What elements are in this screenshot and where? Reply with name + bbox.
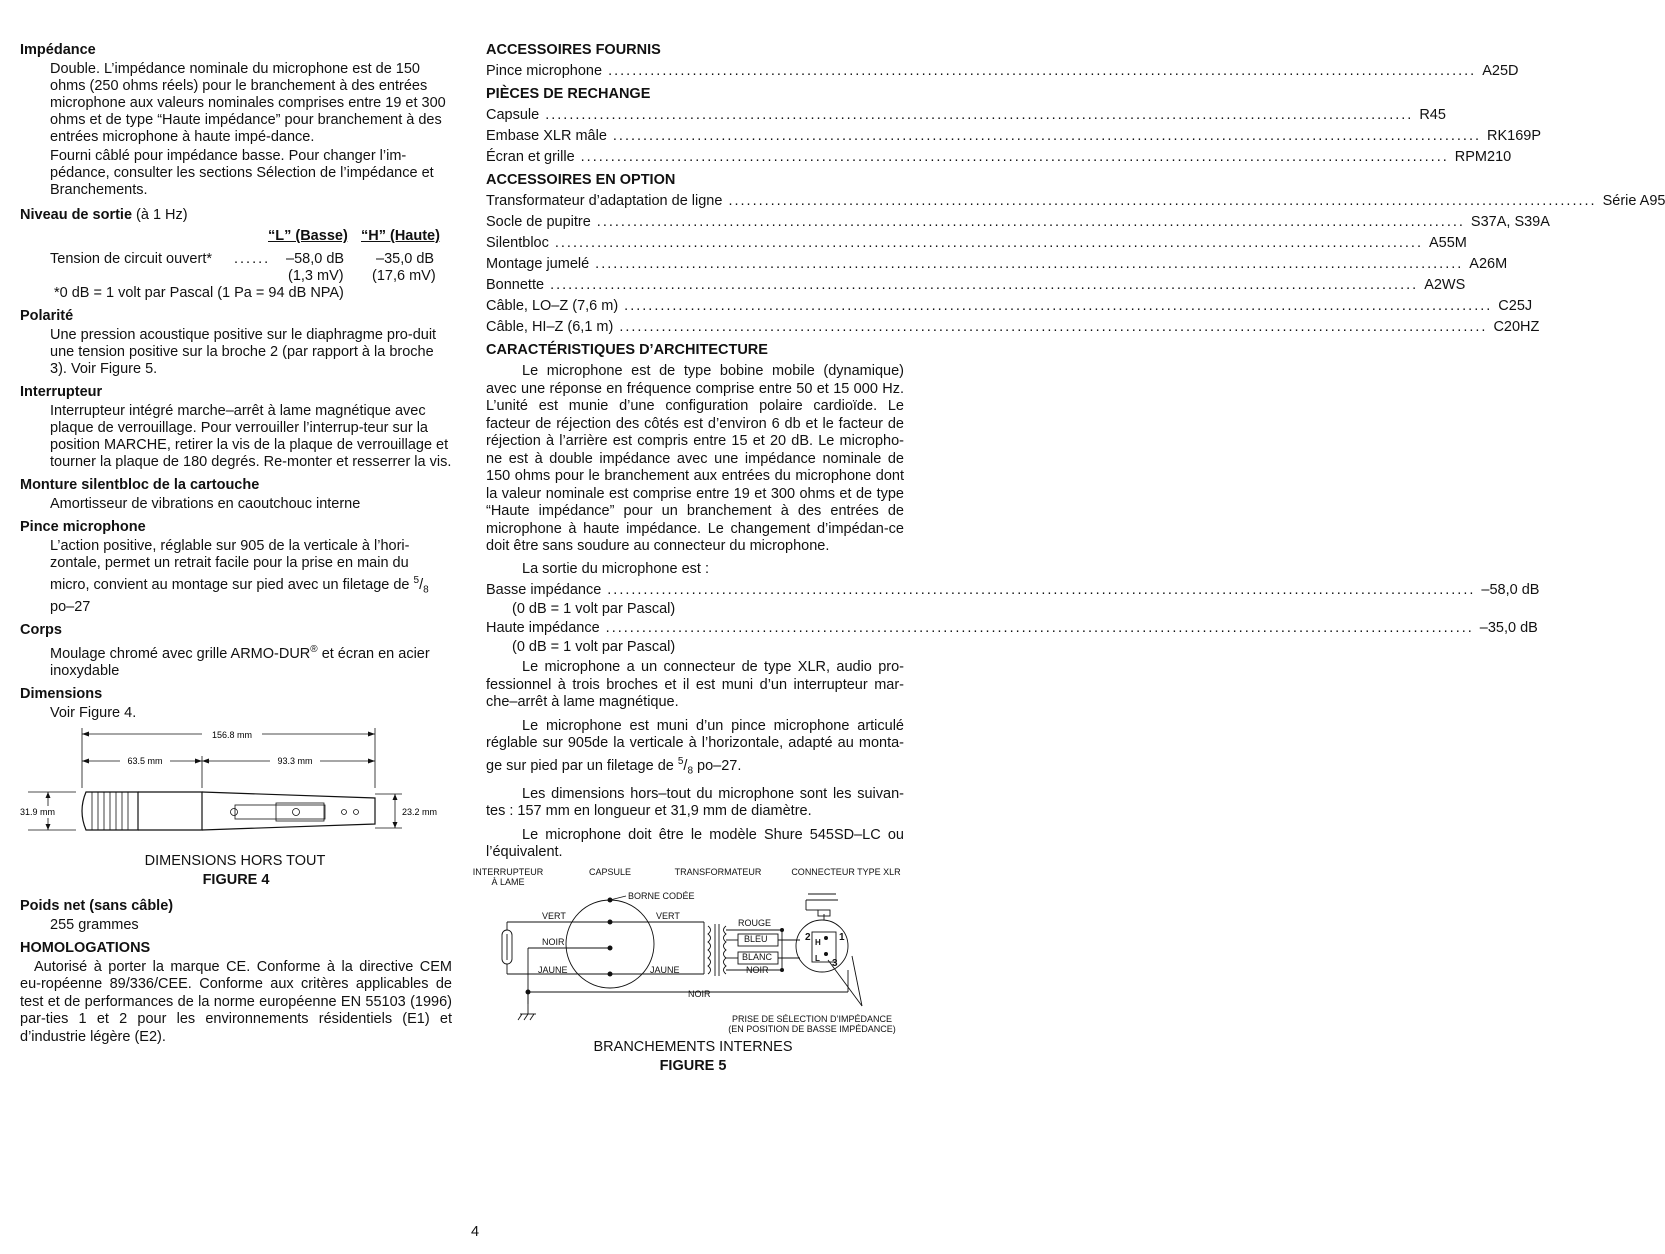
high-impedance-row: Haute impédance ..... –35,0 dB [486, 618, 904, 639]
dimensions-text: Voir Figure 4. [50, 704, 137, 721]
impedance-paragraph-2: Fourni câblé pour impédance basse. Pour changer l’im-pédance, consulter les sections Sélection de l’impédance et Branchements. [50, 148, 434, 198]
body-heading: Corps [20, 621, 62, 638]
spares-item: Capsule ..... R45 [486, 105, 904, 126]
optional-item: Bonnette ..... A2WS [486, 275, 904, 296]
fig5-vert-2: VERT [656, 910, 680, 921]
figure-5-label: FIGURE 5 [659, 1057, 727, 1074]
fig5-selector-label-2: (EN POSITION DE BASSE IMPÉDANCE) [728, 1023, 896, 1034]
architecture-paragraph-4: Le microphone est muni d’un pince microphone articulé réglable sur 905de la verticale à l’horizontale, adapté au monta-ge sur pied par un filetage de $^5/_8$ po–27. [486, 717, 904, 777]
fig4-diameter: 31.9 mm [20, 806, 56, 817]
fig5-pin-2: 2 [805, 931, 811, 943]
fig5-h-label: H [815, 937, 821, 947]
fig5-bleu: BLEU [744, 933, 768, 944]
fig5-selector-label-1: PRISE DE SÉLECTION D’IMPÉDANCE [731, 1013, 893, 1024]
output-level-table [20, 226, 452, 302]
high-db-value: –35,0 dB [376, 251, 435, 267]
polarity-text: Une pression acoustique positive sur le diaphragme pro-duit une tension positive sur la broche 2 (par rapport à la broche 3). Voir Figure 5. [50, 327, 437, 377]
fig5-vert-1: VERT [542, 910, 566, 921]
fig5-pin-1: 1 [839, 931, 845, 943]
page-number: 4 [470, 1224, 480, 1240]
supplied-item: Pince microphone ..... A25D [486, 61, 904, 82]
figure-4-label: FIGURE 4 [202, 871, 270, 888]
fig5-jaune-1: JAUNE [538, 964, 568, 975]
mount-heading: Monture silentbloc de la cartouche [20, 477, 260, 493]
figure-5-wiring-diagram [472, 866, 912, 1038]
optional-item: Transformateur d’adaptation de ligne ..... Série A95 [486, 191, 904, 212]
fig5-noir-1: NOIR [542, 936, 565, 947]
col-low-header: “L” (Basse) [268, 228, 348, 244]
optional-item: Socle de pupitre ..... S37A, S39A [486, 212, 904, 233]
open-circuit-dots: ...... [234, 251, 271, 267]
fig5-rouge: ROUGE [738, 917, 772, 928]
optional-item: Silentbloc ..... A55M [486, 233, 904, 254]
fig5-xlr-label: CONNECTEUR TYPE XLR [791, 866, 901, 877]
high-mv-value: (17,6 mV) [372, 268, 436, 284]
impedance-paragraph-1: Double. L’impédance nominale du microphone est de 150 ohms (250 ohms réels) pour le branchement à des entrées microphone aux valeurs nominales comprises entre 19 et 300 ohms et de type “Haute impédance” pour branchement à des entrées microphone à haute impé-dance. [50, 61, 446, 145]
body-text: Moulage chromé avec grille ARMO-DUR® et écran en acier inoxydable [50, 643, 430, 679]
architecture-paragraph-3: Le microphone a un connecteur de type XLR, audio pro-fessionnel à trois broches et il est muni d’un interrupteur mar-che–arrêt à lame magnétique. [486, 659, 904, 710]
fig4-head-length: 63.5 mm [127, 755, 163, 766]
fig5-noir-2: NOIR [746, 964, 769, 975]
figure-4-drawing [20, 726, 452, 846]
low-db-value: –58,0 dB [286, 251, 345, 267]
fig4-total-length: 156.8 mm [211, 729, 253, 740]
fig5-jaune-2: JAUNE [650, 964, 680, 975]
architecture-paragraph-5: Les dimensions hors–tout du microphone sont les suivan-tes : 157 mm en longueur et 31,9 mm de diamètre. [486, 785, 904, 820]
polarity-heading: Polarité [20, 308, 74, 324]
low-impedance-note: (0 dB = 1 volt par Pascal) [512, 601, 676, 617]
output-note: *0 dB = 1 volt par Pascal (1 Pa = 94 dB NPA) [54, 285, 344, 301]
optional-heading: ACCESSOIRES EN OPTION [486, 172, 676, 188]
clip-heading: Pince microphone [20, 519, 146, 535]
fig5-capsule-label: CAPSULE [588, 866, 632, 877]
low-impedance-row: Basse impédance ..... –58,0 dB [486, 580, 904, 601]
architecture-heading: CARACTÉRISTIQUES D’ARCHITECTURE [486, 342, 768, 358]
spares-item: Embase XLR mâle ..... RK169P [486, 126, 904, 147]
architecture-paragraph-2: La sortie du microphone est : [522, 560, 709, 577]
fig5-borne-label: BORNE CODÉE [628, 890, 695, 901]
optional-item: Montage jumelé ..... A26M [486, 254, 904, 275]
architecture-paragraph-1: Le microphone est de type bobine mobile (dynamique) avec une réponse en fréquence comprise entre 50 et 15 000 Hz. L’unité est munie d’une configuration polaire cardioïde. Le facteur de réjection des côtés est d’environ 6 db et le facteur de réjection à l’arrière est compris entre 15 et 20 dB. Le micropho-ne est à double impédance avec une impédance nominale de 150 ohms pour le branchement aux entrées du microphone dont la valeur nominale est comprise entre 19 et 300 ohms et de type “Haute impédance” pour un branchement à des entrées de microphone à haute impédance. Le changement d’impédan-ce doit être sans soudure au connecteur du microphone. [486, 363, 904, 554]
fig5-switch-label-1: INTERRUPTEUR [472, 866, 544, 877]
low-mv-value: (1,3 mV) [288, 268, 344, 284]
dimensions-heading: Dimensions [20, 685, 103, 702]
switch-heading: Interrupteur [20, 384, 103, 400]
architecture-paragraph-6: Le microphone doit être le modèle Shure 545SD–LC ou l’équivalent. [486, 826, 904, 861]
approvals-heading: HOMOLOGATIONS [20, 939, 151, 956]
fig5-switch-label-2: À LAME [491, 876, 525, 887]
col-high-header: “H” (Haute) [361, 228, 440, 244]
fig5-blanc: BLANC [742, 951, 773, 962]
spares-item: Écran et grille ..... RPM210 [486, 147, 904, 168]
figure-4-caption: DIMENSIONS HORS TOUT [144, 852, 326, 869]
fig4-handle-length: 93.3 mm [277, 755, 313, 766]
fig5-noir-3: NOIR [688, 988, 711, 999]
fig5-l-label: L [815, 953, 820, 963]
output-level-heading: Niveau de sortie (à 1 Hz) [20, 207, 188, 223]
optional-item: Câble, LO–Z (7,6 m) ..... C25J [486, 296, 904, 317]
mount-text: Amortisseur de vibrations en caoutchouc interne [50, 496, 361, 512]
supplied-heading: ACCESSOIRES FOURNIS [486, 42, 661, 58]
figure-5-caption: BRANCHEMENTS INTERNES [593, 1038, 793, 1055]
switch-text: Interrupteur intégré marche–arrêt à lame magnétique avec plaque de verrouillage. Pour verrouiller l’interrup-teur sur la position MARCHE, retirer la vis de la plaque de verrouillage et tourner la plaque de 180 degrés. Re-monter et resserrer la vis. [50, 403, 452, 470]
optional-item: Câble, HI–Z (6,1 m) ..... C20HZ [486, 317, 904, 338]
approvals-text: Autorisé à porter la marque CE. Conforme à la directive CEM eu-ropéenne 89/336/CEE. Conforme aux critères applicables de test et de performances de la norme européenne EN 55103 (1996) par-ties 1 et 2 pour les environnements résidentiels (E1) et d’industrie légère (E2). [20, 958, 452, 1045]
high-impedance-note: (0 dB = 1 volt par Pascal) [512, 639, 676, 655]
weight-heading: Poids net (sans câble) [20, 897, 174, 914]
right-column [472, 38, 1665, 1076]
open-circuit-label: Tension de circuit ouvert* [50, 251, 212, 267]
spares-heading: PIÈCES DE RECHANGE [486, 86, 651, 102]
fig5-transformer-label: TRANSFORMATEUR [674, 866, 762, 877]
left-column [20, 38, 452, 1046]
weight-text: 255 grammes [50, 916, 139, 933]
fig4-end-diameter: 23.2 mm [402, 806, 438, 817]
impedance-heading: Impédance [20, 42, 96, 58]
fig5-pin-3: 3 [832, 957, 838, 969]
clip-text: L’action positive, réglable sur 905 de la verticale à l’hori-zontale, permet un retrait facile pour la prise en main du micro, convient au montage sur pied avec un filetage de $^5/_8$ po–27 [50, 538, 429, 615]
